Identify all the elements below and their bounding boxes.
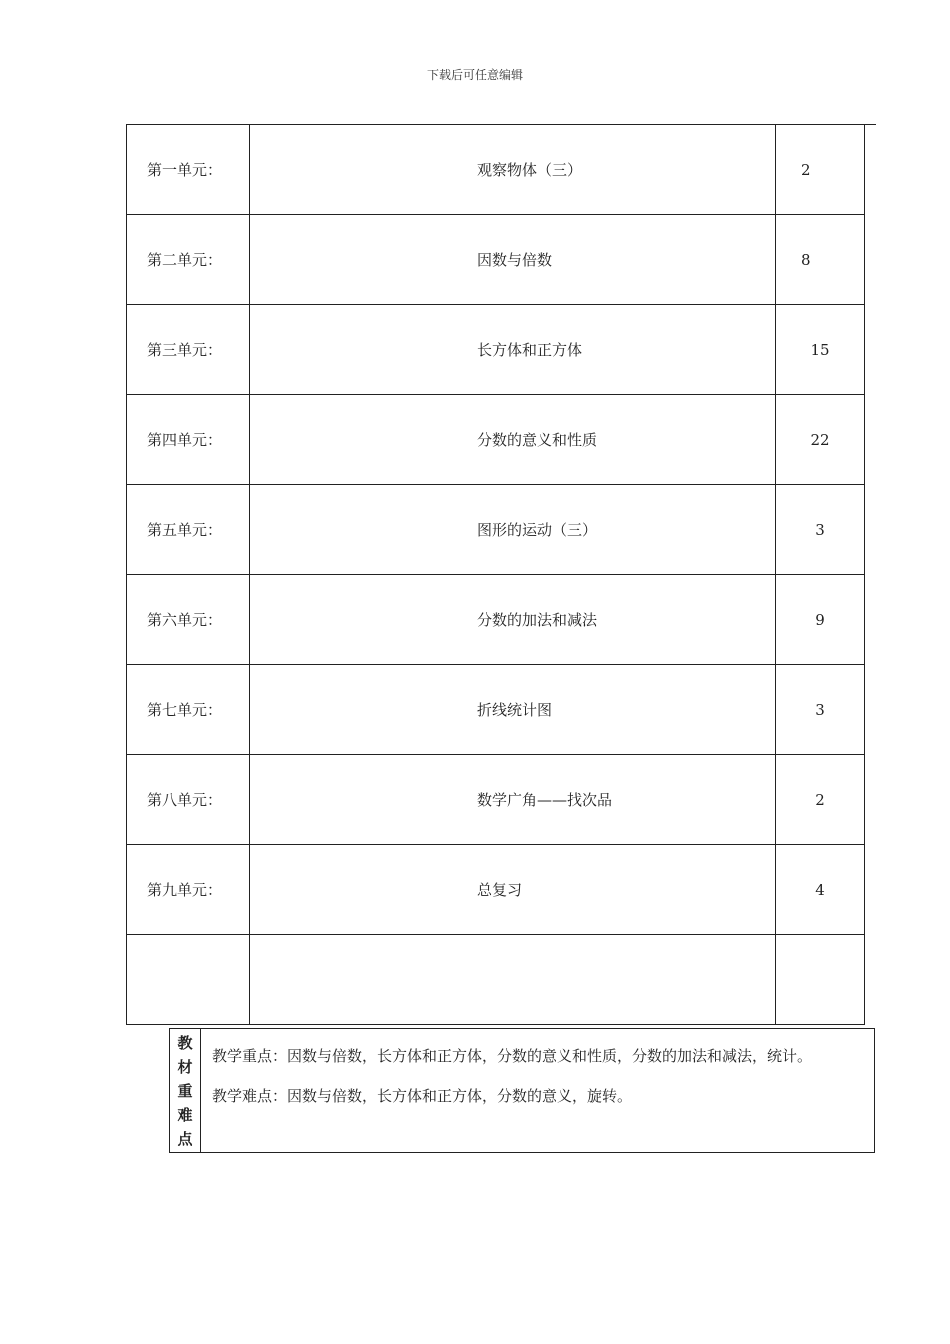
table-row <box>127 485 865 575</box>
table-row <box>127 755 865 845</box>
unit-hours-cell: 2 <box>776 755 865 845</box>
table-row <box>127 125 865 215</box>
key-difficult-points-label <box>170 1029 201 1152</box>
unit-name-cell: 第一单元： <box>127 125 250 215</box>
unit-hours-cell: 4 <box>776 845 865 935</box>
key-difficult-points-box <box>169 1028 875 1153</box>
unit-title-cell: 因数与倍数 <box>250 215 776 305</box>
label-char: 教 <box>177 1033 193 1052</box>
key-difficult-points-text <box>212 1043 867 1109</box>
teaching-key-points: 教学重点：因数与倍数，长方体和正方体，分数的意义和性质，分数的加法和减法，统计。 <box>212 1047 813 1065</box>
header-note: 下载后可任意编辑 <box>426 68 523 82</box>
unit-schedule-table <box>126 124 865 1025</box>
label-char: 重 <box>177 1081 193 1100</box>
table-row <box>127 845 865 935</box>
unit-title-cell: 图形的运动（三） <box>250 485 776 575</box>
unit-name-cell: 第三单元： <box>127 305 250 395</box>
table-row <box>127 575 865 665</box>
label-char: 材 <box>177 1057 193 1076</box>
label-char: 点 <box>177 1129 193 1148</box>
empty-cell <box>127 935 250 1025</box>
unit-title-cell: 观察物体（三） <box>250 125 776 215</box>
empty-cell <box>776 935 865 1025</box>
border-tick <box>864 124 876 125</box>
teaching-difficult-points: 教学难点：因数与倍数，长方体和正方体，分数的意义，旋转。 <box>212 1087 633 1105</box>
unit-title-cell: 数学广角——找次品 <box>250 755 776 845</box>
unit-title-cell: 分数的加法和减法 <box>250 575 776 665</box>
table-row <box>127 665 865 755</box>
unit-hours-cell: 2 <box>776 125 865 215</box>
table-row <box>127 215 865 305</box>
unit-name-cell: 第九单元： <box>127 845 250 935</box>
unit-name-cell: 第五单元： <box>127 485 250 575</box>
unit-name-cell: 第七单元： <box>127 665 250 755</box>
unit-title-cell: 分数的意义和性质 <box>250 395 776 485</box>
unit-hours-cell: 9 <box>776 575 865 665</box>
unit-title-cell: 总复习 <box>250 845 776 935</box>
unit-name-cell: 第四单元： <box>127 395 250 485</box>
unit-title-cell: 折线统计图 <box>250 665 776 755</box>
empty-cell <box>250 935 776 1025</box>
table-row-empty <box>127 935 865 1025</box>
label-char: 难 <box>177 1105 193 1124</box>
unit-hours-cell: 3 <box>776 485 865 575</box>
unit-name-cell: 第六单元： <box>127 575 250 665</box>
table-row <box>127 305 865 395</box>
unit-hours-cell: 3 <box>776 665 865 755</box>
unit-name-cell: 第八单元： <box>127 755 250 845</box>
unit-hours-cell: 22 <box>776 395 865 485</box>
unit-hours-cell: 15 <box>776 305 865 395</box>
unit-name-cell: 第二单元： <box>127 215 250 305</box>
table-row <box>127 395 865 485</box>
unit-title-cell: 长方体和正方体 <box>250 305 776 395</box>
unit-hours-cell: 8 <box>776 215 865 305</box>
